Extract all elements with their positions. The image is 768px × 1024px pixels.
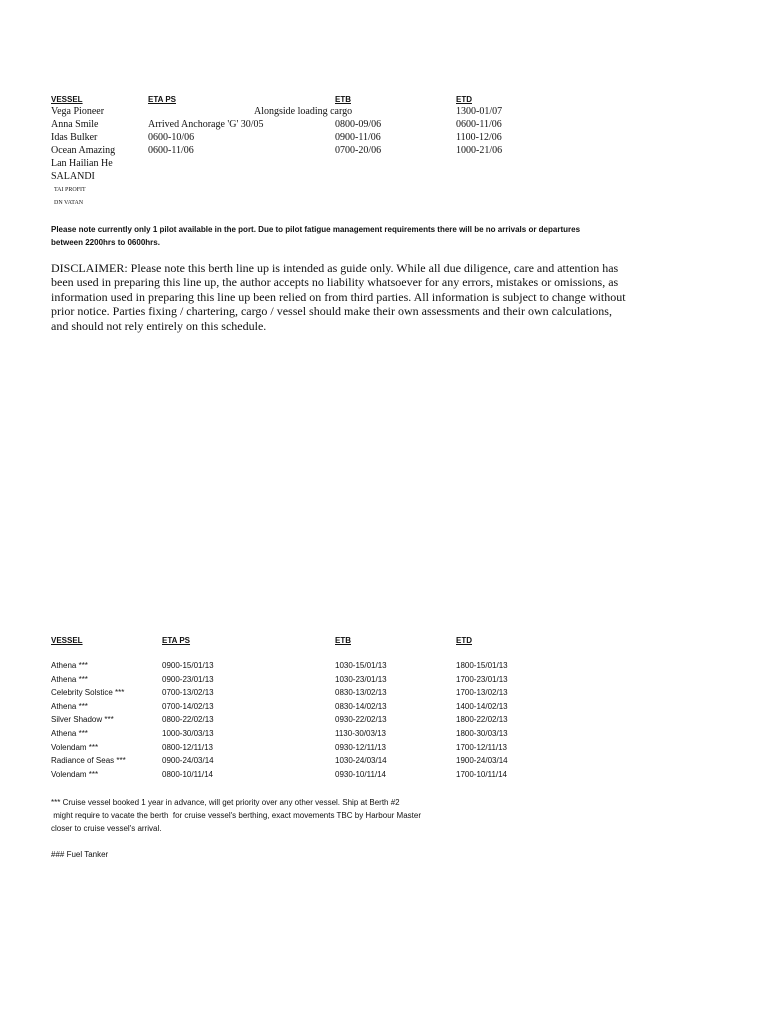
etd-value: 1100-12/06 [456,132,502,143]
eta-value: 0700-13/02/13 [162,688,214,697]
row-note: Alongside loading cargo [254,106,353,117]
cruise-footnote-line2: might require to vacate the berth for cruise vessel's berthing, exact movements TBC by Harbour Master [51,811,421,820]
etd-value: 1400-14/02/13 [456,702,508,711]
cruise-footnote-line1: *** Cruise vessel booked 1 year in advance, will get priority over any other vessel. Ship at Berth #2 [51,798,400,807]
cruise-footnote-line3: closer to cruise vessel's arrival. [51,824,162,833]
etb-value: 1130-30/03/13 [335,729,387,738]
vessel-name: Vega Pioneer [51,106,105,117]
etd-value: 1700-13/02/13 [456,688,508,697]
etb-value: 0930-22/02/13 [335,715,387,724]
vessel-name: Athena *** [51,702,88,711]
etd-value: 1700-10/11/14 [456,770,508,779]
vessel-name: Anna Smile [51,119,99,130]
vessel-name: Lan Hailian He [51,158,113,169]
etb-value: 1030-15/01/13 [335,661,387,670]
etd-value: 1700-12/11/13 [456,743,508,752]
etd-value: 1800-15/01/13 [456,661,508,670]
etb-value: 0900-11/06 [335,132,381,143]
eta-value: 0800-12/11/13 [162,743,214,752]
etb-value: 1030-24/03/14 [335,756,387,765]
etb-value: 0800-09/06 [335,119,382,130]
etb-value: 0930-12/11/13 [335,743,387,752]
eta-value: 0800-10/11/14 [162,770,214,779]
etd-value: 1800-22/02/13 [456,715,508,724]
table1-header-eta: ETA PS [148,95,177,104]
etb-value: 0830-14/02/13 [335,702,387,711]
vessel-name: Radiance of Seas *** [51,756,126,765]
vessel-name: SALANDI [51,171,95,182]
etb-value: 0700-20/06 [335,145,382,156]
vessel-name: Ocean Amazing [51,145,116,156]
table2-header-vessel: VESSEL [51,636,83,645]
etd-value: 1300-01/07 [456,106,503,117]
etd-value: 1900-24/03/14 [456,756,508,765]
etb-value: 1030-23/01/13 [335,675,387,684]
table1-header-etd: ETD [456,95,472,104]
eta-value: Arrived Anchorage 'G' 30/05 [148,119,264,130]
table2-header-etd: ETD [456,636,472,645]
etb-value: 0930-10/11/14 [335,770,387,779]
vessel-name: Celebrity Solstice *** [51,688,125,697]
vessel-name: Idas Bulker [51,132,98,143]
eta-value: 0600-10/06 [148,132,195,143]
etd-value: 1800-30/03/13 [456,729,508,738]
vessel-name: Athena *** [51,661,88,670]
vessel-name: Athena *** [51,729,88,738]
vessel-name: Silver Shadow *** [51,715,114,724]
eta-value: 0600-11/06 [148,145,194,156]
eta-value: 0700-14/02/13 [162,702,214,711]
vessel-name: Volendam *** [51,743,99,752]
table1-small-row: DN VATAN [54,200,84,206]
eta-value: 0900-15/01/13 [162,661,214,670]
disclaimer: DISCLAIMER: Please note this berth line up is intended as guide only. While all due diligence, care and attention has been used in preparing this line up, the author accepts no liability whatsoever for any errors, mistakes or omissions, as information used in preparing this line up been relied on from third parties. All information is subject to change without prior notice. Parties fixing / chartering, cargo / vessel should make their own assessments and their own calculations, and should not rely entirely on this schedule. [51,261,626,333]
eta-value: 0900-23/01/13 [162,675,214,684]
etb-value: 0830-13/02/13 [335,688,387,697]
table2-header-etb: ETB [335,636,351,645]
pilot-note: Please note currently only 1 pilot available in the port. Due to pilot fatigue management requirements there will be no arrivals or departures between 2200hrs to 0600hrs. [51,225,581,247]
eta-value: 0800-22/02/13 [162,715,214,724]
vessel-name: Athena *** [51,675,88,684]
etd-value: 1000-21/06 [456,145,503,156]
eta-value: 1000-30/03/13 [162,729,214,738]
etd-value: 1700-23/01/13 [456,675,508,684]
table1-header-vessel: VESSEL [51,95,83,104]
etd-value: 0600-11/06 [456,119,502,130]
eta-value: 0900-24/03/14 [162,756,214,765]
table2-header-eta: ETA PS [162,636,191,645]
fuel-tanker-footnote: ### Fuel Tanker [51,850,109,859]
vessel-name: Volendam *** [51,770,99,779]
table1-header-etb: ETB [335,95,351,104]
table1-small-row: TAI PROFIT [54,187,86,193]
